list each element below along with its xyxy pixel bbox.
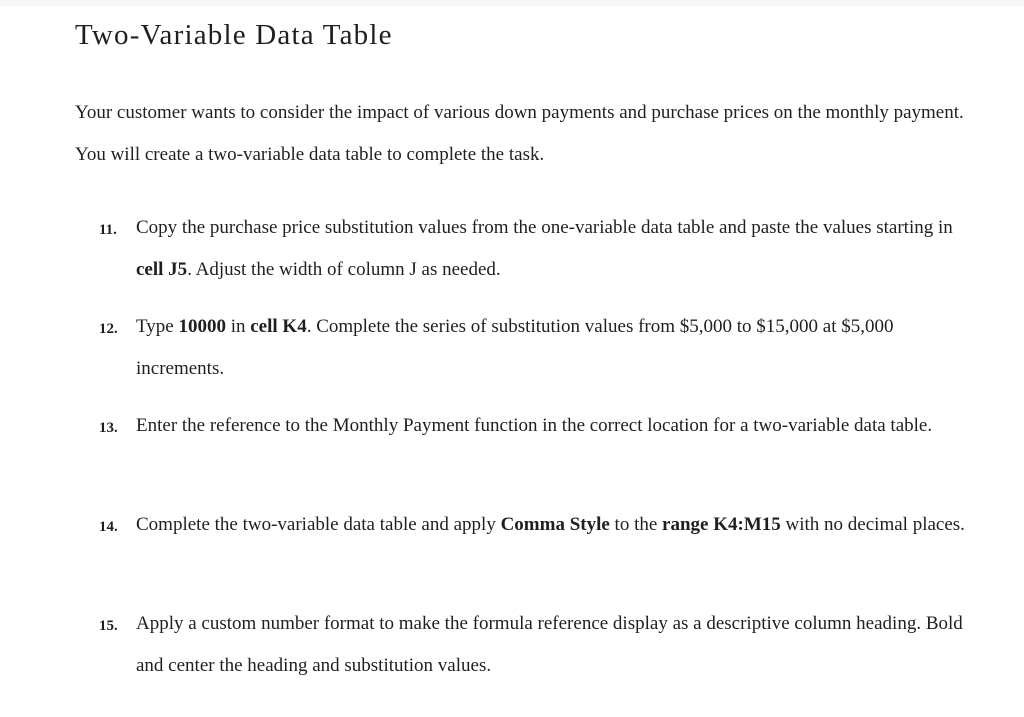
step-text-segment: Copy the purchase price substitution values from the one-variable data table and paste the values starting in (136, 217, 953, 238)
step-bold-term: cell K4 (250, 316, 307, 337)
step-text-segment: Type (136, 316, 179, 337)
step-item (0, 306, 1024, 405)
step-item (0, 603, 1024, 702)
step-text-segment: Complete the two-variable data table and apply (136, 514, 501, 535)
step-text-segment: Apply a custom number format to make the formula reference display as a descriptive column heading. Bold and center the heading and substitution values. (136, 613, 963, 676)
step-text (136, 504, 976, 546)
step-number: 12. (99, 321, 118, 337)
step-text (136, 405, 976, 447)
step-text-segment: in (225, 316, 251, 337)
top-border (0, 0, 1024, 6)
step-bold-term: 10000 (178, 316, 226, 337)
step-text-segment: with no decimal places. (780, 514, 965, 535)
step-bold-term: range K4:M15 (662, 514, 781, 535)
instruction-list (0, 207, 1024, 702)
step-item (0, 405, 1024, 504)
page-title: Two-Variable Data Table (75, 19, 393, 51)
step-item (0, 207, 1024, 306)
step-number: 13. (99, 420, 118, 436)
step-text-segment: to the (609, 514, 663, 535)
step-text-segment: Enter the reference to the Monthly Payment function in the correct location for a two-variable data table. (136, 415, 933, 436)
step-number: 14. (99, 519, 118, 535)
step-text-segment: . Adjust the width of column J as needed. (187, 259, 501, 280)
step-bold-term: cell J5 (136, 259, 188, 280)
step-bold-term: Comma Style (500, 514, 610, 535)
step-number: 15. (99, 618, 118, 634)
step-text (136, 306, 976, 390)
step-text (136, 603, 976, 687)
step-text (136, 207, 976, 291)
step-text-segment: . Complete the series of substitution values from $5,000 to $15,000 at $5,000 increments. (136, 316, 894, 379)
intro-paragraph: Your customer wants to consider the impact of various down payments and purchase prices on the monthly payment. You will create a two-variable data table to complete the task. (75, 102, 964, 165)
step-number: 11. (99, 222, 117, 238)
step-item (0, 504, 1024, 603)
